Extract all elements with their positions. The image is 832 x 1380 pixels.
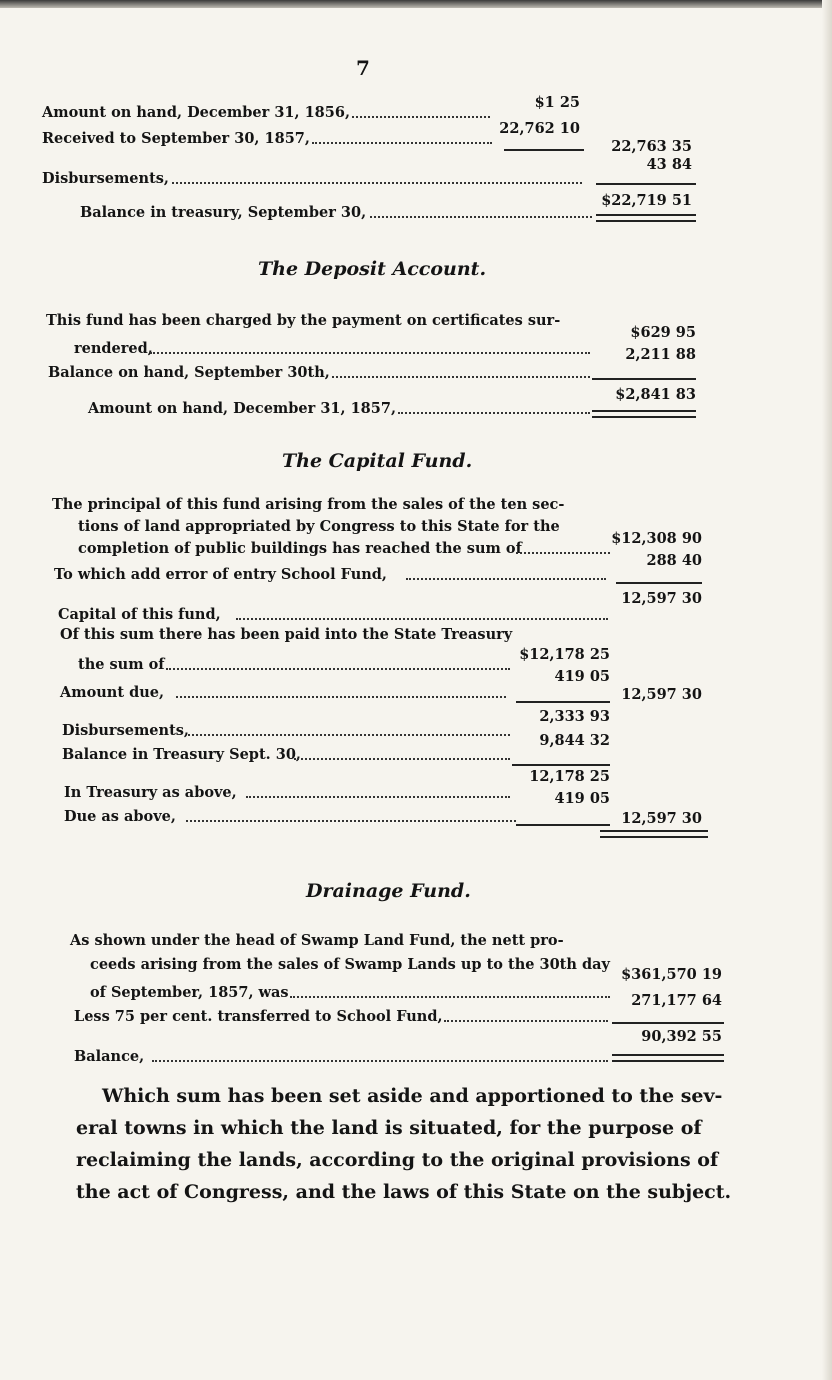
heading-drainage-fund: Drainage Fund. — [306, 880, 471, 902]
drainage-para-line-1: As shown under the head of Swamp Land Fund, the nett pro- — [70, 932, 564, 949]
capital-row-due: Due as above, — [64, 808, 176, 825]
capital-para-line-1: The principal of this fund arising from the sales of the ten sec- — [52, 496, 565, 513]
capital-para-line-2: tions of land appropriated by Congress to this State for the — [78, 518, 560, 535]
sum-rule — [516, 701, 610, 703]
value-due-total: 12,597 30 — [621, 810, 702, 827]
leader-dots — [370, 206, 592, 218]
total-double-rule — [600, 830, 708, 838]
value-capital-balance: 9,844 32 — [539, 732, 610, 749]
heading-capital-fund: The Capital Fund. — [282, 450, 473, 472]
scan-right-edge — [822, 0, 832, 1380]
leader-dots — [166, 658, 510, 670]
scan-top-edge — [0, 0, 832, 8]
leader-dots — [150, 342, 590, 354]
leader-dots — [312, 132, 492, 144]
sum-rule — [616, 582, 702, 584]
value-amount-due: 419 05 — [554, 668, 610, 685]
capital-row-paid-into-treasury: Of this sum there has been paid into the State Treasury — [60, 626, 513, 643]
sum-rule — [516, 824, 610, 826]
value-received-1857: 22,762 10 — [499, 120, 580, 137]
sum-rule — [592, 378, 696, 380]
sum-rule — [512, 764, 610, 766]
row-disbursements: Disbursements, — [42, 170, 169, 187]
row-received-1857: Received to September 30, 1857, — [42, 130, 310, 147]
closing-line-4: the act of Congress, and the laws of this State on the subject. — [76, 1181, 732, 1203]
closing-line-3: reclaiming the lands, according to the original provisions of — [76, 1149, 719, 1171]
leader-dots — [398, 402, 590, 414]
value-in-treasury: 12,178 25 — [529, 768, 610, 785]
capital-row-capital: Capital of this fund, — [58, 606, 221, 623]
capital-row-the-sum-of: the sum of — [78, 656, 165, 673]
leader-dots — [516, 542, 610, 554]
leader-dots — [246, 786, 510, 798]
value-sum-paid: $12,178 25 — [519, 646, 610, 663]
capital-row-balance-sept-30: Balance in Treasury Sept. 30, — [62, 746, 301, 763]
leader-dots — [186, 810, 516, 822]
leader-dots — [236, 608, 608, 620]
value-due: 419 05 — [554, 790, 610, 807]
value-nett-proceeds: $361,570 19 — [621, 966, 722, 983]
deposit-line-2: rendered, — [74, 340, 153, 357]
value-balance-treasury: $22,719 51 — [601, 192, 692, 209]
total-double-rule — [592, 410, 696, 418]
leader-dots — [352, 106, 490, 118]
drainage-para-line-2: ceeds arising from the sales of Swamp Lands up to the 30th day — [90, 956, 610, 973]
leader-dots — [332, 366, 590, 378]
sum-rule — [504, 149, 584, 151]
drainage-row-less-75: Less 75 per cent. transferred to School Fund, — [74, 1008, 443, 1025]
drainage-row-balance: Balance, — [74, 1048, 145, 1065]
leader-dots — [172, 172, 582, 184]
sum-rule — [596, 183, 696, 185]
capital-para-line-3: completion of public buildings has reached the sum of — [78, 540, 522, 557]
value-transferred-school-fund: 271,177 64 — [631, 992, 722, 1009]
deposit-line-4: Amount on hand, December 31, 1857, — [88, 400, 396, 417]
closing-line-1: Which sum has been set aside and apportioned to the sev- — [102, 1085, 723, 1107]
drainage-para-line-3: of September, 1857, was — [90, 984, 289, 1001]
value-capital-disbursements: 2,333 93 — [539, 708, 610, 725]
closing-paragraph — [76, 1080, 736, 1208]
capital-row-in-treasury: In Treasury as above, — [64, 784, 237, 801]
value-total-received: 22,763 35 — [611, 138, 692, 155]
leader-dots — [152, 1050, 608, 1062]
value-amount-1856: $1 25 — [534, 94, 580, 111]
leader-dots — [176, 686, 506, 698]
value-capital: 12,597 30 — [621, 590, 702, 607]
value-amount-due-total: 12,597 30 — [621, 686, 702, 703]
leader-dots — [290, 986, 610, 998]
leader-dots — [406, 568, 606, 580]
value-deposit-total: $2,841 83 — [615, 386, 696, 403]
value-deposit-balance: 2,211 88 — [625, 346, 696, 363]
closing-line-2: eral towns in which the land is situated, for the purpose of — [76, 1117, 702, 1139]
deposit-line-1: This fund has been charged by the payment on certificates sur- — [46, 312, 561, 329]
value-drainage-balance: 90,392 55 — [641, 1028, 722, 1045]
row-amount-on-hand-1856: Amount on hand, December 31, 1856, — [42, 104, 350, 121]
value-error-entry: 288 40 — [646, 552, 702, 569]
total-double-rule — [612, 1054, 724, 1062]
leader-dots — [294, 748, 510, 760]
value-principal: $12,308 90 — [611, 530, 702, 547]
row-balance-treasury: Balance in treasury, September 30, — [80, 204, 367, 221]
sum-rule — [612, 1022, 724, 1024]
total-double-rule — [596, 214, 696, 222]
capital-row-error-entry: To which add error of entry School Fund, — [54, 566, 387, 583]
leader-dots — [444, 1010, 608, 1022]
leader-dots — [188, 724, 510, 736]
heading-deposit-account: The Deposit Account. — [258, 258, 487, 280]
deposit-line-3: Balance on hand, September 30th, — [48, 364, 330, 381]
capital-row-amount-due: Amount due, — [60, 684, 165, 701]
value-disbursements: 43 84 — [646, 156, 692, 173]
value-certificates-surrendered: $629 95 — [630, 324, 696, 341]
capital-row-disbursements: Disbursements, — [62, 722, 189, 739]
page-number: 7 — [356, 56, 370, 80]
